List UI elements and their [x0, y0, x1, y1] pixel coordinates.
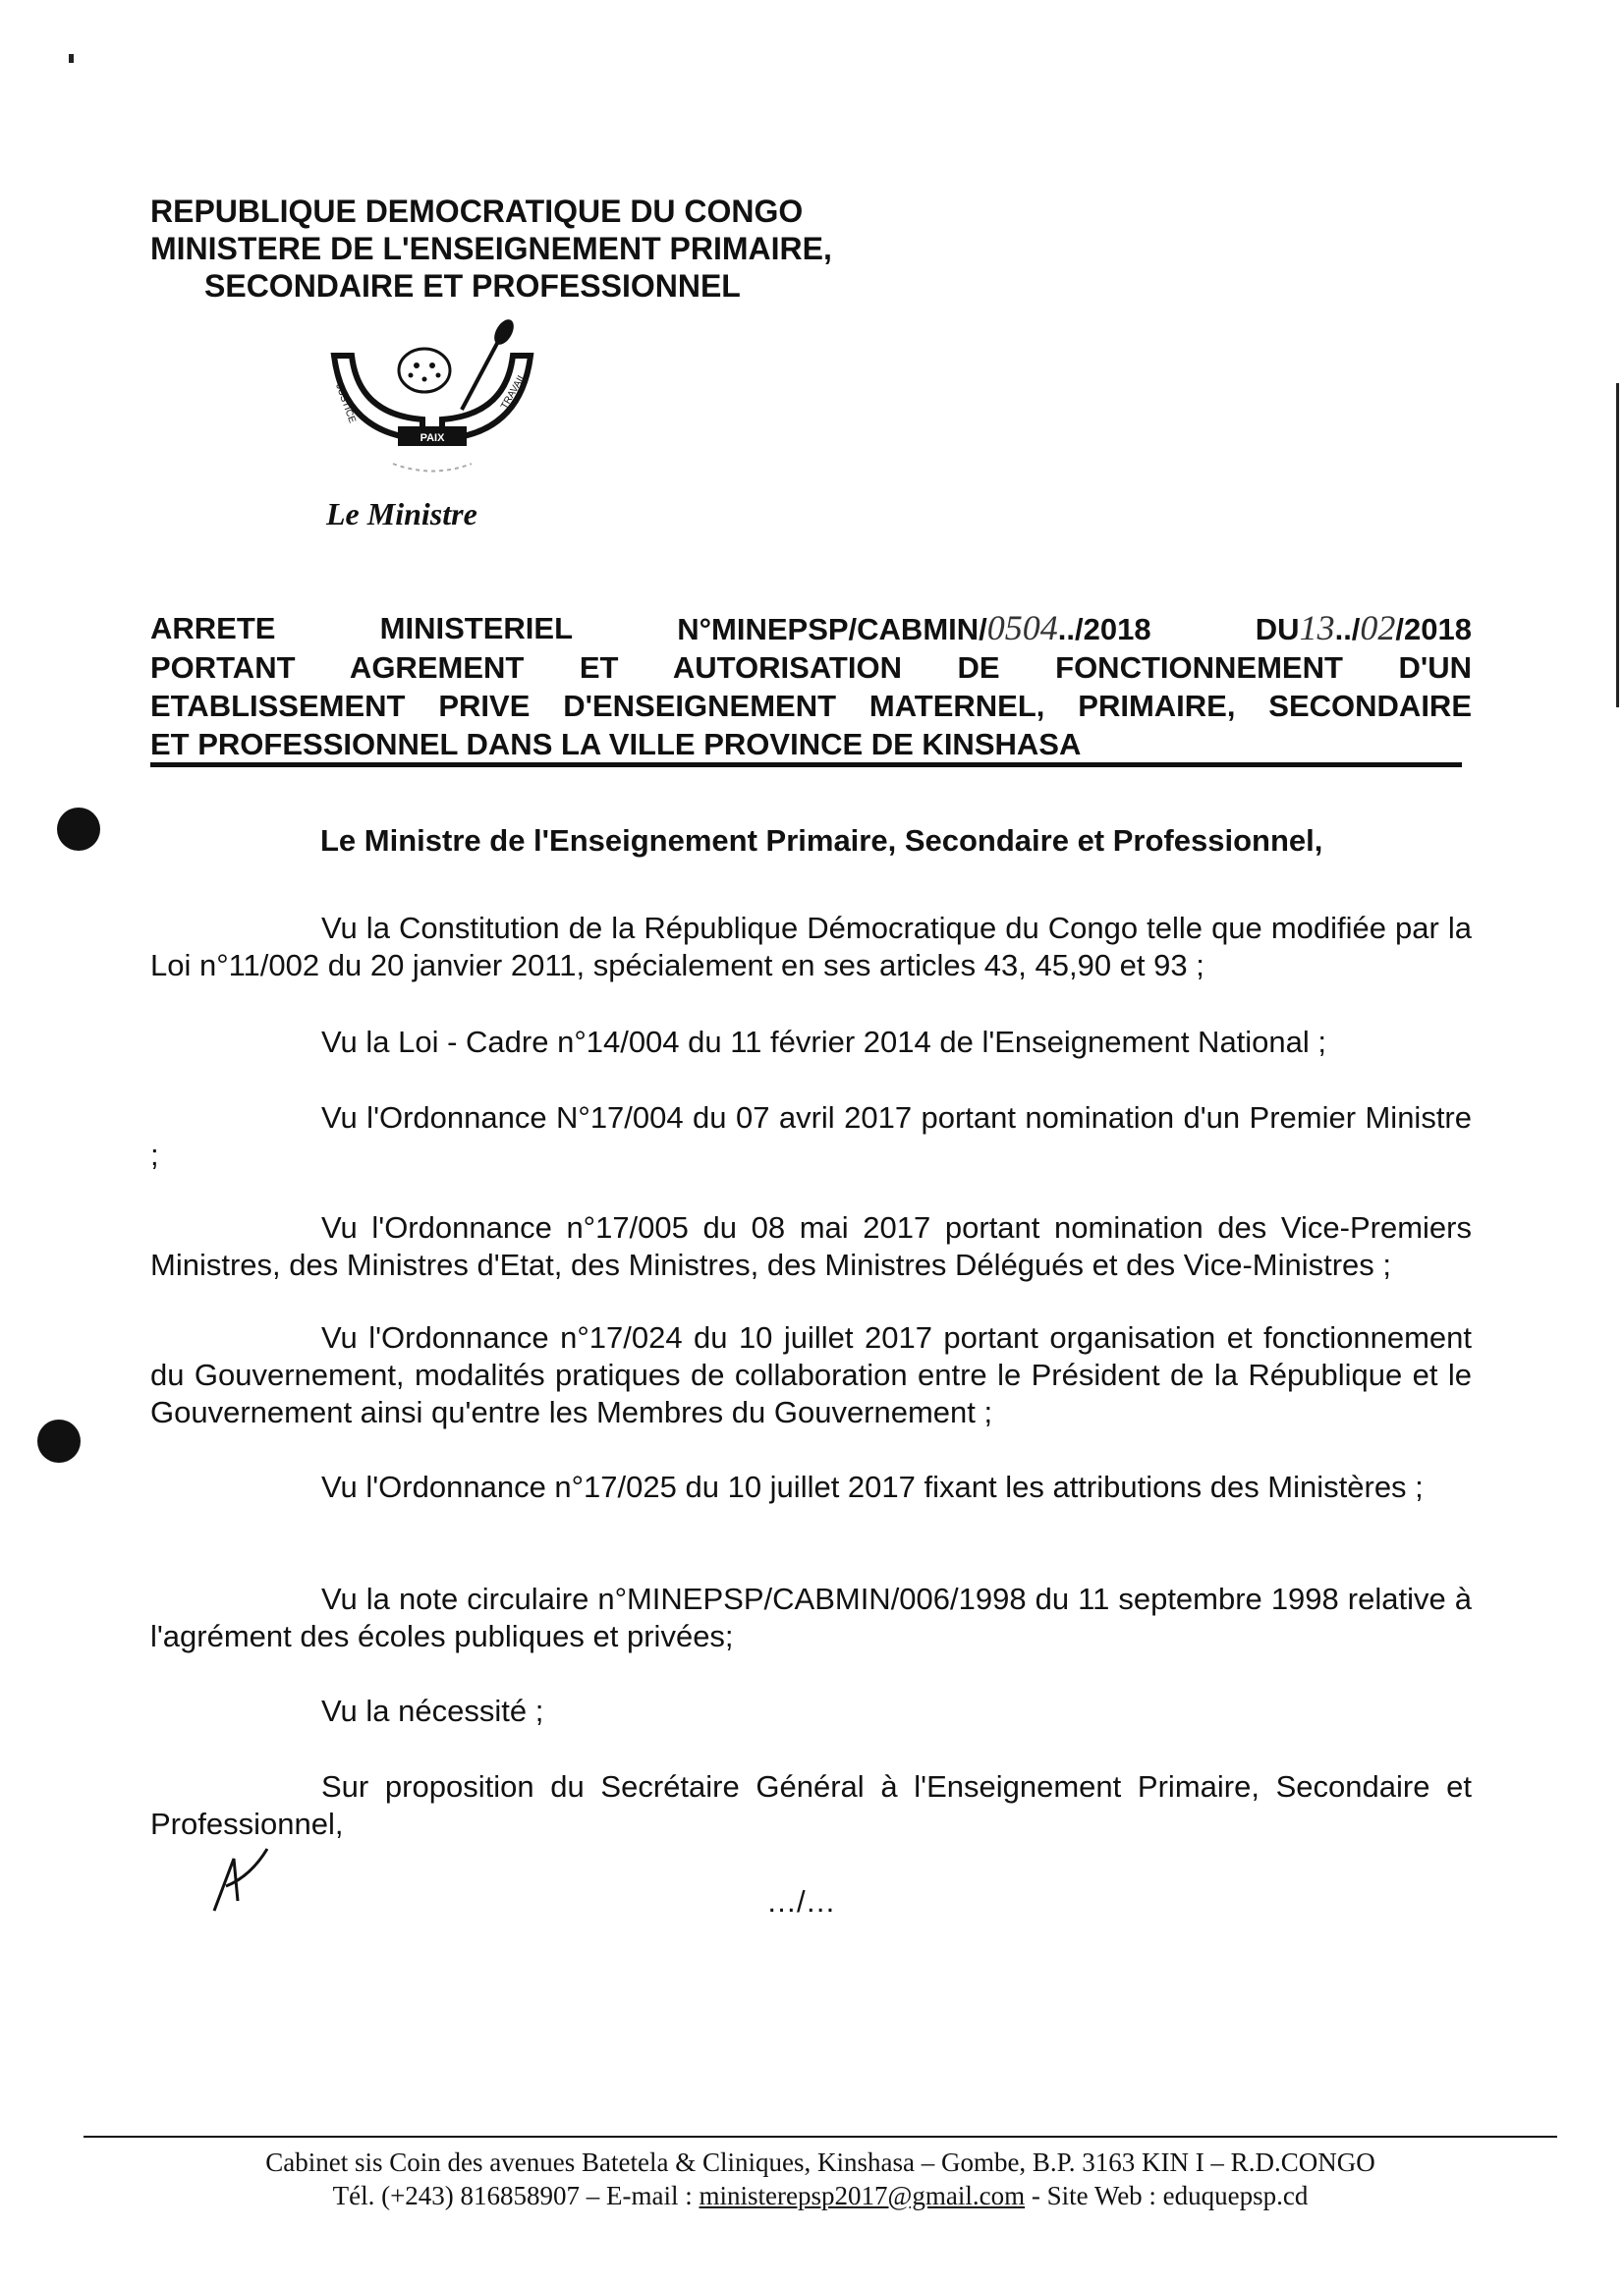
preamble-paragraph: Vu l'Ordonnance n°17/005 du 08 mai 2017 portant nomination des Vice-Premiers Ministres, des Ministres d'Etat, des Ministres, des Ministres Délégués et des Vice-Ministres ;	[150, 1210, 1472, 1282]
scan-speck	[69, 54, 74, 63]
preamble-intro: Le Ministre de l'Enseignement Primaire, Secondaire et Professionnel,	[320, 823, 1323, 858]
coat-of-arms-emblem	[314, 316, 550, 483]
preamble-paragraph: Vu la Loi - Cadre n°14/004 du 11 février 2014 de l'Enseignement National ;	[321, 1025, 1327, 1059]
heading-underline	[150, 762, 1462, 767]
footer-phone: Tél. (+243) 816858907 – E-mail :	[332, 2181, 700, 2210]
footer-divider	[84, 2136, 1557, 2138]
arrete-heading	[150, 609, 1472, 763]
preamble-paragraph: Vu l'Ordonnance N°17/004 du 07 avril 2017 portant nomination d'un Premier Ministre ;	[150, 1100, 1472, 1172]
footer-website: - Site Web : eduquepsp.cd	[1025, 2181, 1309, 2210]
header-ministry-cont: SECONDAIRE ET PROFESSIONNEL	[204, 268, 741, 304]
arrete-title-line-1: PORTANT AGREMENT ET AUTORISATION DE FONCTIONNEMENT D'UN	[150, 650, 1472, 685]
date-prefix: DU	[1255, 612, 1300, 646]
scan-edge-line	[1616, 383, 1619, 707]
date-suffix: /2018	[1395, 612, 1472, 646]
number-prefix: N°MINEPSP/CABMIN/	[677, 612, 987, 646]
handwritten-day: 13	[1299, 608, 1335, 647]
handwritten-initials	[206, 1847, 275, 1916]
arrete-title-line-2: ETABLISSEMENT PRIVE D'ENSEIGNEMENT MATERNEL, PRIMAIRE, SECONDAIRE	[150, 689, 1472, 723]
motto-center: PAIX	[420, 432, 445, 444]
preamble-paragraph: Vu la nécessité ;	[321, 1694, 544, 1728]
date-sep: ../	[1334, 612, 1361, 646]
minister-title: Le Ministre	[326, 496, 477, 531]
preamble-paragraph: Vu la note circulaire n°MINEPSP/CABMIN/006/1998 du 11 septembre 1998 relative à l'agrément des écoles publiques et privées;	[150, 1582, 1472, 1653]
motto-right: TRAVAIL	[499, 371, 529, 412]
header-country: REPUBLIQUE DEMOCRATIQUE DU CONGO	[150, 194, 804, 229]
header-ministry: MINISTERE DE L'ENSEIGNEMENT PRIMAIRE,	[150, 231, 832, 266]
punch-hole-mark	[57, 808, 100, 851]
arrete-date	[1256, 609, 1472, 648]
preamble-paragraph: Vu l'Ordonnance n°17/025 du 10 juillet 2017 fixant les attributions des Ministères ;	[321, 1470, 1424, 1504]
motto-left: JUSTICE	[333, 382, 358, 425]
punch-hole-mark	[37, 1420, 81, 1463]
arrete-number	[677, 609, 1150, 648]
footer-address: Cabinet sis Coin des avenues Batetela & Cliniques, Kinshasa – Gombe, B.P. 3163 KIN I – R.D.CONGO	[265, 2148, 1375, 2177]
number-suffix: ../2018	[1057, 612, 1151, 646]
preamble-paragraph: Vu l'Ordonnance n°17/024 du 10 juillet 2017 portant organisation et fonctionnement du Gouvernement, modalités pratiques de collaboration entre le Président de la République et le Gouvernement ainsi qu'entre les Membres du Gouvernement ;	[150, 1320, 1472, 1429]
arrete-number-line	[150, 609, 1472, 648]
arrete-label-2: MINISTERIEL	[379, 611, 574, 645]
arrete-label: ARRETE	[150, 611, 276, 645]
arrete-title-line-3: ET PROFESSIONNEL DANS LA VILLE PROVINCE DE KINSHASA	[150, 727, 1082, 761]
preamble-paragraph: Vu la Constitution de la République Démocratique du Congo telle que modifiée par la Loi n°11/002 du 20 janvier 2011, spécialement en ses articles 43, 45,90 et 93 ;	[150, 911, 1472, 982]
footer-contact	[84, 2181, 1557, 2211]
continuation-mark: …/…	[766, 1884, 836, 1919]
handwritten-number: 0504	[986, 608, 1058, 647]
footer-email-link[interactable]: ministerepsp2017@gmail.com	[699, 2181, 1026, 2210]
handwritten-month: 02	[1360, 608, 1396, 647]
preamble-paragraph: Sur proposition du Secrétaire Général à l'Enseignement Primaire, Secondaire et Professionnel,	[150, 1769, 1472, 1841]
